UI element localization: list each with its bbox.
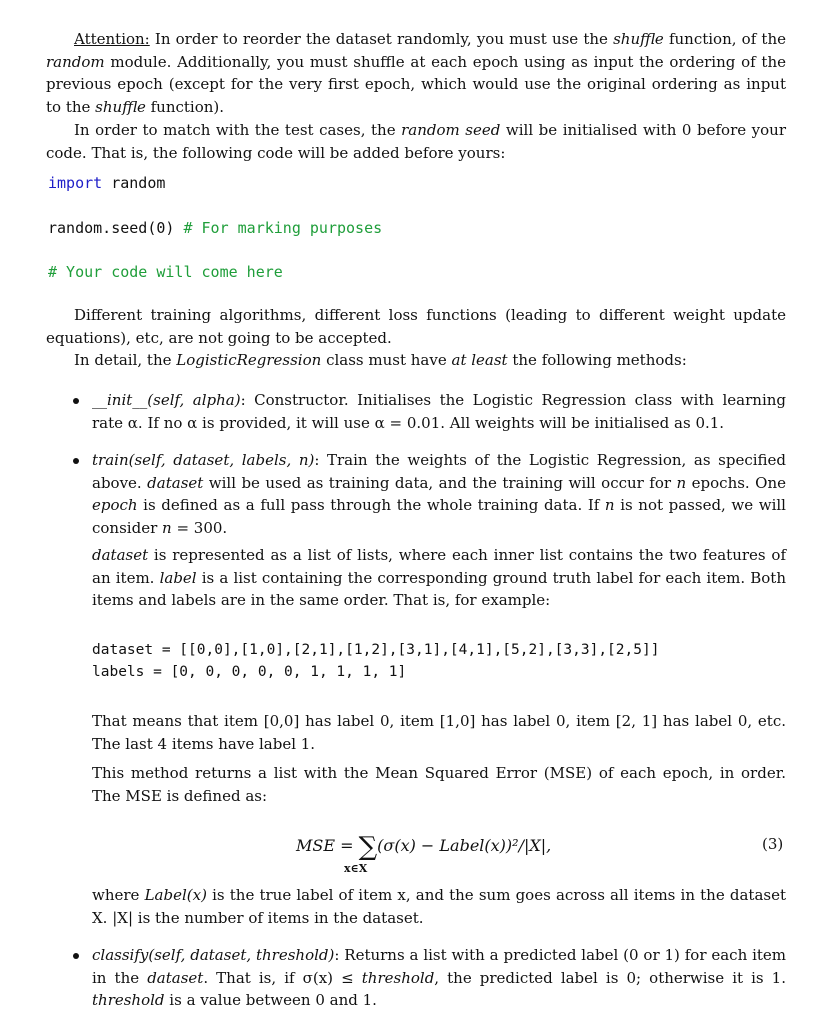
code-seed-line: random.seed(0) # For marking purposes: [48, 219, 383, 237]
bullet-icon: [73, 953, 79, 959]
seed-paragraph: In order to match with the test cases, the random seed will be initialised with 0 before your code. That is, the following code will be added before yours:: [46, 121, 786, 162]
attention-paragraph: Attention: In order to reorder the dataset randomly, you must use the shuffle function, of the random module. Additionally, you must shuffle at each epoch using as input the ordering of the previous epoch (except for the very first epoch, which would use the original ordering as input to the shuffle function).: [46, 30, 786, 116]
code-import-line: import random: [48, 174, 166, 192]
mse-intro: This method returns a list with the Mean Squared Error (MSE) of each epoch, in order. The MSE is defined as:: [92, 764, 786, 805]
code-comment-line: # Your code will come here: [48, 263, 283, 281]
mse-equation: MSE = ∑(σ(x) − Label(x))²/|X|, x∈X: [296, 832, 552, 875]
methods-intro-paragraph: In detail, the LogisticRegression class must have at least the following methods:: [74, 351, 687, 369]
equation-subscript: x∈X: [344, 862, 368, 875]
dataset-description: dataset is represented as a list of lists, where each inner list contains the two features of an item. label is a list containing the corresponding ground truth label for each item. Both items and labels are in the same order. That is, for example:: [92, 546, 786, 610]
bullet-icon: [73, 398, 79, 404]
bullet-icon: [73, 458, 79, 464]
method-classify: classify(self, dataset, threshold): Returns a list with a predicted label (0 or 1) for each item in the dataset. That is, if σ(x) ≤ threshold, the predicted label is 0; otherwise it is 1. threshold is a value between 0 and 1.: [92, 946, 787, 1010]
code-dataset-line: dataset = [[0,0],[1,0],[2,1],[1,2],[3,1],[4,1],[5,2],[3,3],[2,5]]: [92, 642, 660, 658]
algorithms-paragraph: Different training algorithms, different loss functions (leading to different weight update equations), etc, are not going to be accepted.: [46, 306, 786, 347]
mse-where: where Label(x) is the true label of item x, and the sum goes across all items in the dataset X. |X| is the number of items in the dataset.: [92, 886, 786, 927]
method-init: __init__(self, alpha): Constructor. Initialises the Logistic Regression class with learning rate α. If no α is provided, it will use α = 0.01. All weights will be initialised as 0.1.: [92, 391, 787, 432]
labels-explanation: That means that item [0,0] has label 0, item [1,0] has label 0, item [2, 1] has label 0, etc. The last 4 items have label 1.: [92, 712, 786, 753]
method-train: train(self, dataset, labels, n): Train the weights of the Logistic Regression, as specified above. dataset will be used as training data, and the training will occur for n epochs. One epoch is defined as a full pass through the whole training data. If n is not passed, we will consider n = 300.: [92, 451, 787, 537]
equation-number: (3): [762, 835, 784, 853]
attention-label: Attention:: [74, 30, 150, 48]
code-labels-line: labels = [0, 0, 0, 0, 0, 1, 1, 1, 1]: [92, 664, 407, 680]
